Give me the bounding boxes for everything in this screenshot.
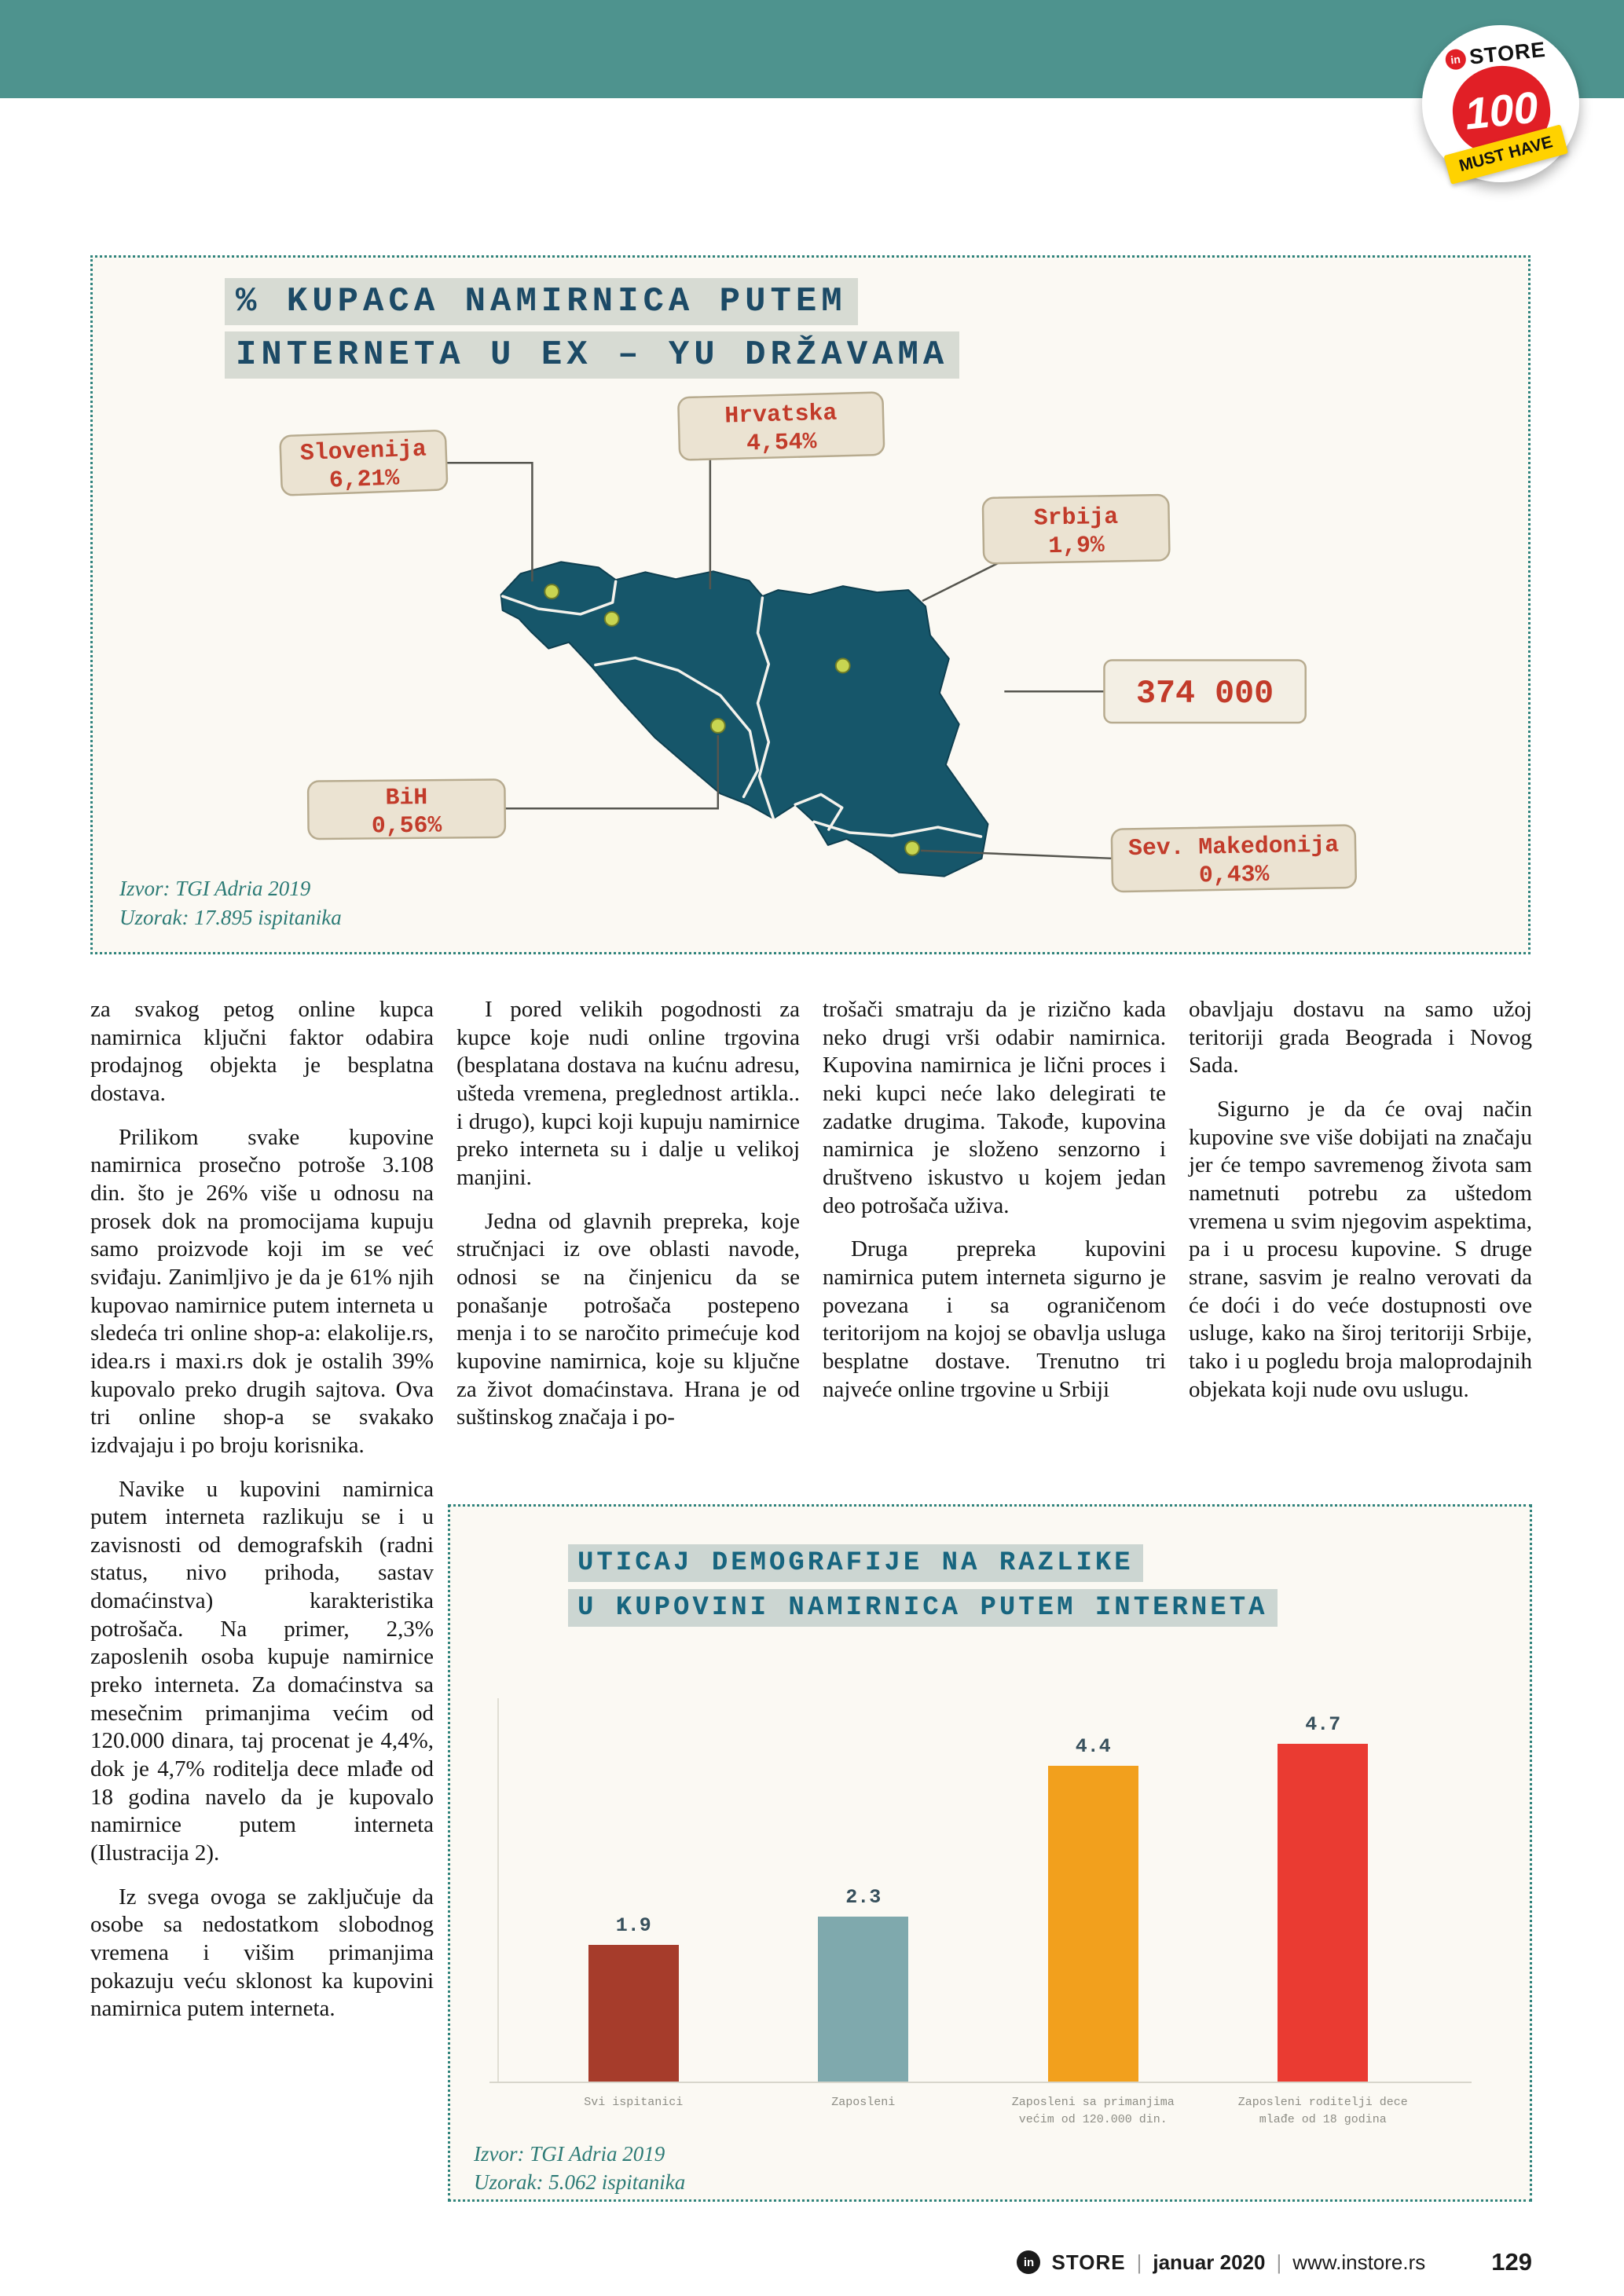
instore-logo-icon: in [1444, 48, 1467, 71]
figure-chart-title-line1: UTICAJ DEMOGRAFIJE NA RAZLIKE [568, 1544, 1143, 1582]
marker-bosnia [711, 719, 725, 733]
page-footer [90, 2248, 1532, 2276]
callout-slovenija [280, 430, 447, 496]
bar [818, 1917, 908, 2082]
footer-separator: | [1136, 2250, 1142, 2274]
bar [1278, 1744, 1368, 2082]
chart-category-labels [519, 2094, 1438, 2129]
paragraph: Druga prepreka kupovini namirnica putem interneta sigurno je povezana i sa ograničenom teritorijom na kojoj se obavlja usluga besplatne dostave. Trenutno tri najveće online trgovine u Srbiji [823, 1236, 1166, 1402]
page-number: 129 [1491, 2248, 1532, 2276]
callout-hrvatska [678, 392, 884, 460]
callout-total-value: 374 000 [1135, 675, 1274, 713]
figure-chart-sample: Uzorak: 5.062 ispitanika [474, 2170, 686, 2195]
figure-map [90, 255, 1531, 954]
figure-bar-chart [448, 1504, 1532, 2202]
callout-makedonija-value: 0,43% [1198, 860, 1270, 889]
marker-croatia [605, 612, 619, 626]
bar-value-label: 2.3 [845, 1886, 882, 1909]
article-column-4 [1189, 996, 1532, 1419]
paragraph: trošači smatraju da je rizično kada neko drugi vrši odabir namirnica. Kupovina namirnica je lični proces i neki kupci neće lako delegirati te zadatke drugima. Takođe, kupovina namirnica je složeno senzorno i društveno iskustvo u kojem jedan deo potrošača uživa. [823, 997, 1166, 1218]
callout-makedonija [1112, 825, 1356, 892]
bar-category-label: Svi ispitanici [584, 2096, 684, 2109]
bar-group [519, 1689, 749, 2082]
figure-map-title-line2: INTERNETA U EX – YU DRŽAVAMA [225, 331, 959, 379]
article-column-3 [823, 996, 1166, 1419]
badge-brand: STORE [1468, 37, 1547, 69]
callout-hrvatska-name: Hrvatska [724, 399, 838, 430]
footer-issue-date: januar 2020 [1153, 2250, 1266, 2274]
marker-macedonia [905, 841, 919, 855]
figure-chart-caption [474, 2140, 685, 2197]
paragraph: Iz svega ovoga se zaključuje da osobe sa nedostatkom slobodnog vremena i višim primanjima pokazuju veću sklonost ka kupovini namirnica putem interneta. [90, 1884, 434, 2022]
chart-y-axis [497, 1698, 499, 2083]
bar [588, 1945, 679, 2082]
instore-100-badge [1418, 25, 1583, 206]
bar-value-label: 4.4 [1075, 1735, 1111, 1758]
figure-chart-title-line2: U KUPOVINI NAMIRNICA PUTEM INTERNETA [568, 1589, 1278, 1627]
callout-slovenija-value: 6,21% [328, 464, 400, 494]
figure-map-title-line1: % KUPACA NAMIRNICA PUTEM [225, 278, 858, 325]
figure-chart-source: Izvor: TGI Adria 2019 [474, 2142, 665, 2166]
figure-map-caption [119, 874, 342, 932]
bar-group [1208, 1689, 1439, 2082]
article-column-2 [456, 996, 800, 1448]
bar-value-label: 1.9 [615, 1914, 651, 1937]
callout-slovenija-name: Slovenija [299, 435, 427, 467]
bar-value-label: 4.7 [1305, 1713, 1341, 1736]
callout-hrvatska-value: 4,54% [746, 428, 817, 457]
map-landmass [501, 562, 988, 876]
callout-srbija-name: Srbija [1033, 503, 1119, 532]
callout-srbija-value: 1,9% [1048, 531, 1105, 560]
callout-bih-name: BiH [385, 784, 428, 811]
article-column-1 [90, 996, 434, 2039]
marker-slovenia [544, 584, 559, 599]
callout-srbija [983, 495, 1170, 564]
badge-number: 100 [1462, 81, 1541, 139]
callout-makedonija-name: Sev. Makedonija [1127, 831, 1340, 862]
paragraph: Sigurno je da će ovaj način kupovine sve više dobijati na značaju jer će tempo savremenog života sam nametnuti potrebu za uštedom vremena u svim njegovim aspektima, pa i u procesu kupovine. S druge strane, sasvim je realno verovati da će doći i do veće dostupnosti ove usluge, kako na široj teritoriji Srbije, tako i u pogledu broja maloprodajnih objekata koji nude ovu uslugu. [1189, 1096, 1532, 1402]
paragraph: Navike u kupovini namirnica putem interneta razlikuju se i u zavisnosti od demografskih (radni status, nivo prihoda, sastav domaćinstva) karakteristika potrošača. Na primer, 2,3% zaposlenih osoba kupuje namirnice preko interneta. Za domaćinstva sa mesečnim primanjima većim od 120.000 dinara, taj procenat je 4,4%, dok je 4,7% roditelja dece mlađe od 18 godina navelo da je kupovalo namirnice putem interneta (Ilustracija 2). [90, 1476, 434, 1866]
chart-baseline [489, 2082, 1472, 2083]
callout-bih-value: 0,56% [371, 811, 442, 840]
bar-group [978, 1689, 1208, 2082]
bar-group [749, 1689, 979, 2082]
paragraph: I pored velikih pogodnosti za kupce koje nudi online trgovina (besplatana dostava na kućnu adresu, ušteda vremena, preglednost artikla.. i drugo), kupci koji kupuju namirnice preko interneta su i dalje u velikoj manjini. [456, 997, 800, 1190]
badge-ribbon: MUST HAVE [1443, 124, 1568, 185]
header-band [0, 0, 1624, 98]
figure-chart-title [568, 1544, 1278, 1634]
chart-bars [519, 1689, 1438, 2082]
instore-footer-logo-icon: in [1017, 2250, 1040, 2274]
footer-separator: | [1276, 2250, 1282, 2274]
bar [1048, 1766, 1138, 2082]
bar-category-label: Zaposleni sa primanjima većim od 120.000 din. [1011, 2096, 1175, 2126]
paragraph: za svakog petog online kupca namirnica ključni faktor odabira prodajnog objekta je besplatna dostava. [90, 997, 434, 1106]
marker-serbia [836, 659, 850, 673]
figure-map-sample: Uzorak: 17.895 ispitanika [119, 905, 342, 929]
figure-map-title [225, 278, 959, 385]
footer-brand: STORE [1051, 2250, 1126, 2274]
bar-category-label: Zaposleni [831, 2096, 896, 2109]
callout-total [1104, 661, 1305, 723]
badge-circle [1414, 17, 1587, 190]
bar-category-label: Zaposleni roditelji dece mlađe od 18 godina [1237, 2096, 1408, 2126]
callout-bih [308, 779, 505, 840]
figure-map-source: Izvor: TGI Adria 2019 [119, 877, 311, 901]
paragraph: obavljaju dostavu na samo užoj teritoriji grada Beograda i Novog Sada. [1189, 997, 1532, 1078]
paragraph: Prilikom svake kupovine namirnica prosečno potroše 3.108 din. što je 26% više u odnosu na prosek dok na promocijama kupuju samo proizvode koji im se već sviđaju. Zanimljivo je da je 61% njih kupovao namirnice putem interneta u sledeća tri online shop-a: elakolije.rs, idea.rs i maxi.rs dok je ostalih 39% kupovalo preko drugih sajtova. Ova tri online shop-a se svakako izdvajaju i po broju korisnika. [90, 1124, 434, 1458]
paragraph: Jedna od glavnih prepreka, koje stručnjaci iz ove oblasti navode, odnosi se na činjenicu da se ponašanje potrošača postepeno menja i to se naročito primećuje kod kupovine namirnica, koje su ključne za život domaćinstava. Hrana je od suštinskog značaja i po- [456, 1208, 800, 1430]
footer-website: www.instore.rs [1292, 2250, 1426, 2274]
